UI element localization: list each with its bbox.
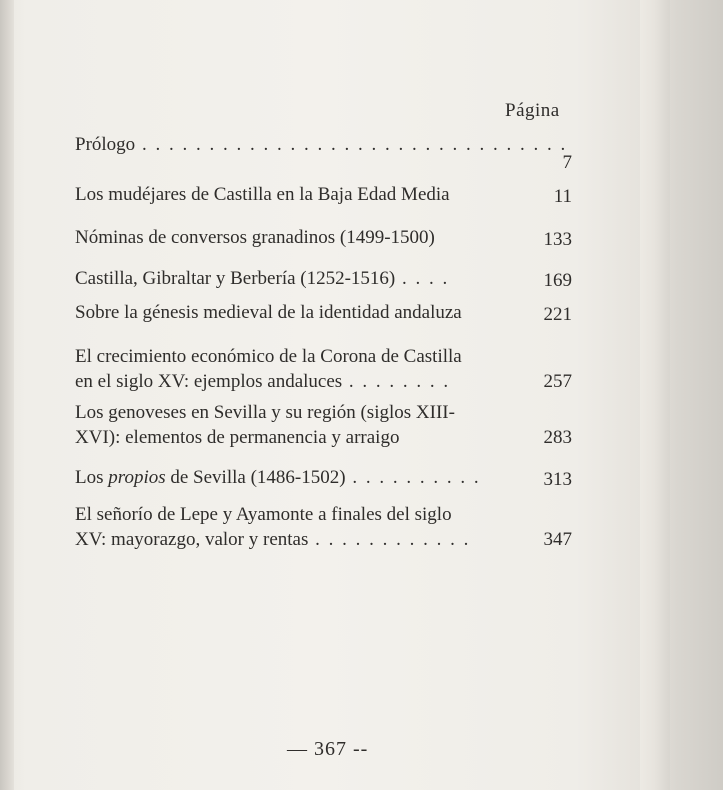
toc-entry-page: 347: [543, 529, 572, 550]
toc-entry-mudejares: [75, 182, 572, 207]
toc-entry-title: Los mudéjares de Castilla en la Baja Edad Media: [75, 184, 450, 205]
toc-entry-genesis: [75, 300, 572, 325]
page-number: — 367 --: [287, 738, 369, 760]
toc-entry-page: 313: [543, 469, 572, 490]
toc-entry-title-line2: XVI): elementos de permanencia y arraigo: [75, 427, 400, 448]
toc-entry-title: Sobre la génesis medieval de la identidad andaluza: [75, 302, 462, 323]
toc-entry-page: 133: [543, 229, 572, 250]
toc-entry-title-line1: El señorío de Lepe y Ayamonte a finales del siglo: [75, 504, 452, 525]
toc-entry-propios: [75, 465, 572, 490]
toc-entry-title-line1: El crecimiento económico de la Corona de Castilla: [75, 346, 462, 367]
toc-entry-title-line1: Los genoveses en Sevilla y su región (siglos XIII-: [75, 402, 455, 423]
toc-entry-page: 221: [543, 304, 572, 325]
toc-entry-page: 169: [543, 270, 572, 291]
toc-entry-page: 283: [543, 427, 572, 448]
toc-entry-page: 7: [562, 152, 572, 173]
toc-entry-title: Castilla, Gibraltar y Berbería (1252-1516): [75, 268, 396, 289]
binding-gutter: [0, 0, 14, 790]
toc-entry-title-post: de Sevilla (1486-1502): [165, 467, 346, 488]
leader-dots: . . . . . . . . . .: [345, 467, 481, 488]
toc-entry-title-line2: XV: mayorazgo, valor y rentas: [75, 529, 309, 550]
leader-dots: . . . . . . . .: [342, 371, 451, 392]
toc-entry-title: Nóminas de conversos granadinos (1499-1500): [75, 227, 435, 248]
toc-entry-title-line2: en el siglo XV: ejemplos andaluces: [75, 371, 343, 392]
leader-dots: . . . . . . . . . . . .: [308, 529, 471, 550]
toc-entry-nominas: [75, 225, 572, 250]
toc-entry-page: 11: [553, 186, 572, 207]
toc-entry-prologo: [75, 132, 572, 173]
toc-entry-genoveses: [75, 400, 572, 450]
toc-entry-title-emphasis: propios: [108, 467, 166, 488]
toc-entry-lepe: [75, 502, 572, 552]
column-header-pagina: Página: [505, 100, 560, 121]
toc-entry-title-pre: Los: [75, 467, 109, 488]
toc-entry-title: Prólogo: [75, 134, 136, 155]
leader-dots: . . . .: [395, 268, 450, 289]
toc-entry-castilla-gibraltar: [75, 266, 572, 291]
leader-dots: . . . . . . . . . . . . . . . . . . . . . . . . . . . . . . . .: [135, 134, 568, 155]
toc-entry-page: 257: [543, 371, 572, 392]
toc-entry-crecimiento: [75, 344, 572, 394]
